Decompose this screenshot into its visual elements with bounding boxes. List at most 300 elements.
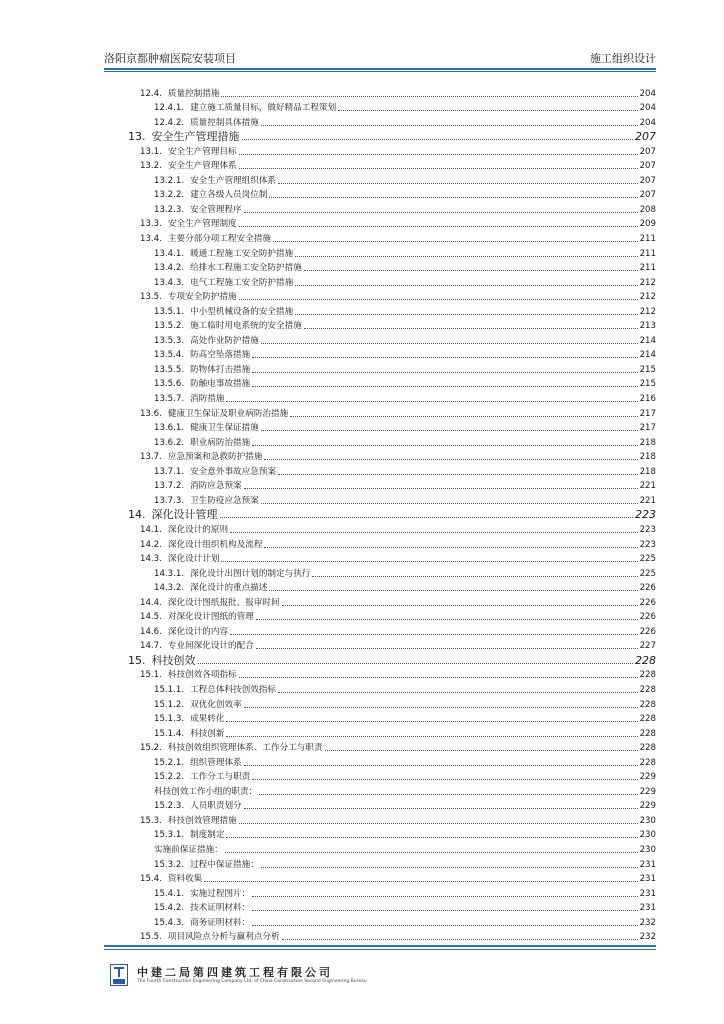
toc-dot-leader — [252, 910, 637, 911]
toc-entry-title: 深化设计的内容 — [167, 626, 229, 637]
toc-entry-page: 231 — [639, 874, 656, 885]
toc-dot-leader — [278, 474, 638, 475]
toc-entry[interactable] — [104, 856, 656, 871]
toc-entry-number: 13.5.3. — [154, 335, 185, 346]
toc-entry-number: 12.4.2. — [154, 117, 185, 128]
toc-dot-leader — [278, 692, 638, 693]
header-rule-thin — [104, 71, 656, 72]
toc-entry[interactable] — [104, 798, 656, 813]
toc-entry-number: 15.2. — [140, 743, 162, 754]
toc-dot-leader — [230, 634, 638, 635]
toc-entry-page: 214 — [639, 335, 656, 346]
toc-entry[interactable] — [104, 361, 656, 376]
toc-entry-page: 231 — [639, 888, 656, 899]
page-header — [104, 50, 656, 68]
toc-entry-number: 14. — [128, 508, 146, 522]
toc-dot-leader — [338, 110, 637, 111]
toc-dot-leader — [290, 416, 637, 417]
toc-entry-number: 15.3.1. — [154, 830, 185, 841]
toc-entry-title: 制度制定 — [190, 830, 225, 841]
toc-dot-leader — [312, 576, 637, 577]
toc-entry-title: 科技创效工作小组的职责： — [154, 786, 258, 797]
toc-entry[interactable] — [104, 667, 656, 682]
toc-entry-page: 225 — [639, 554, 656, 565]
toc-entry-title: 科技创效各项指标 — [167, 670, 237, 681]
toc-entry-title: 深化设计的原则 — [167, 524, 229, 535]
toc-entry-page: 223 — [639, 524, 656, 535]
toc-entry[interactable] — [104, 463, 656, 478]
toc-entry-title: 专项安全防护措施 — [167, 292, 237, 303]
toc-entry-page: 216 — [639, 394, 656, 405]
toc-entry-page: 214 — [639, 350, 656, 361]
toc-entry-page: 207 — [635, 130, 656, 144]
toc-dot-leader — [226, 837, 637, 838]
toc-entry-page: 226 — [639, 583, 656, 594]
toc-entry-page: 226 — [639, 612, 656, 623]
toc-entry-page: 209 — [639, 219, 656, 230]
toc-entry-page: 221 — [639, 481, 656, 492]
toc-entry[interactable] — [104, 565, 656, 580]
toc-entry[interactable] — [104, 652, 656, 667]
toc-entry-page: 227 — [639, 641, 656, 652]
toc-entry[interactable] — [104, 929, 656, 944]
toc-entry-number: 13.2.2. — [154, 190, 185, 201]
toc-entry-title: 施工临时用电系统的安全措施 — [190, 321, 302, 332]
toc-entry[interactable] — [104, 871, 656, 886]
toc-entry-number: 13.4.2. — [154, 263, 185, 274]
toc-entry-number: 15.2.1. — [154, 757, 185, 768]
toc-entry-page: 232 — [639, 917, 656, 928]
toc-entry-page: 204 — [639, 103, 656, 114]
toc-entry[interactable] — [104, 681, 656, 696]
toc-entry[interactable] — [104, 769, 656, 784]
toc-dot-leader — [295, 285, 637, 286]
toc-entry-number: 14.3.1. — [154, 568, 185, 579]
toc-entry-page: 215 — [639, 364, 656, 375]
toc-entry-page: 231 — [639, 859, 656, 870]
toc-entry-title: 深化设计出图计划的制定与执行 — [190, 568, 311, 579]
toc-entry-title: 暖通工程施工安全防护措施 — [190, 248, 294, 259]
toc-entry-number: 13.3. — [140, 219, 162, 230]
toc-entry-page: 207 — [639, 175, 656, 186]
toc-dot-leader — [256, 619, 638, 620]
toc-entry-title: 人员职责划分 — [190, 801, 242, 812]
toc-dot-leader — [221, 561, 637, 562]
toc-entry-page: 228 — [639, 728, 656, 739]
toc-dot-leader — [198, 663, 634, 664]
toc-entry-title: 主要分部分项工程安全措施 — [167, 234, 272, 245]
toc-entry-title: 商务证明材料： — [190, 917, 251, 928]
toc-entry[interactable] — [104, 827, 656, 842]
toc-entry[interactable] — [104, 230, 656, 245]
toc-entry-number: 15.3. — [140, 815, 162, 826]
toc-dot-leader — [325, 750, 638, 751]
toc-dot-leader — [252, 445, 637, 446]
toc-entry-page: 226 — [639, 597, 656, 608]
toc-entry-number: 14.2. — [140, 539, 162, 550]
toc-entry[interactable] — [104, 143, 656, 158]
toc-entry-number: 13. — [128, 130, 146, 144]
toc-entry-title: 对深化设计图纸的管理 — [167, 612, 254, 623]
toc-entry-title: 健康卫生保证措施 — [190, 423, 259, 434]
toc-dot-leader — [242, 139, 634, 140]
toc-entry-title: 科技创效 — [151, 653, 196, 667]
toc-entry-title: 深化设计组织机构及流程 — [167, 539, 263, 550]
toc-entry-title: 安全意外事故应急预案 — [190, 466, 277, 477]
toc-entry-number: 13.2. — [140, 161, 162, 172]
toc-dot-leader — [252, 925, 637, 926]
toc-entry[interactable] — [104, 696, 656, 711]
toc-entry-number: 15.4. — [140, 874, 162, 885]
toc-entry-title: 安全生产管理制度 — [167, 219, 237, 230]
toc-dot-leader — [239, 299, 638, 300]
toc-entry-number: 13.7.1. — [154, 466, 185, 477]
toc-entry-page: 228 — [639, 757, 656, 768]
toc-entry-title: 健康卫生保证及职业病防治措施 — [167, 408, 289, 419]
toc-entry-page: 228 — [635, 653, 656, 667]
toc-entry-number: 15.3.2. — [154, 859, 185, 870]
toc-entry[interactable] — [104, 390, 656, 405]
toc-entry[interactable] — [104, 260, 656, 275]
toc-entry-title: 消防应急预案 — [190, 481, 242, 492]
toc-entry-title: 深化设计的重点描述 — [190, 583, 268, 594]
toc-entry-page: 212 — [639, 292, 656, 303]
toc-entry-page: 207 — [639, 161, 656, 172]
toc-entry-number: 13.7.3. — [154, 495, 185, 506]
cscec-logo-icon — [110, 964, 128, 986]
toc-dot-leader — [221, 96, 637, 97]
toc-entry-number: 13.5.2. — [154, 321, 185, 332]
toc-entry-number: 15.1.4. — [154, 728, 185, 739]
toc-entry-number: 15. — [128, 653, 146, 667]
toc-entry[interactable] — [104, 594, 656, 609]
toc-entry[interactable] — [104, 245, 656, 260]
toc-entry[interactable] — [104, 536, 656, 551]
toc-entry[interactable] — [104, 638, 656, 653]
toc-entry[interactable] — [104, 405, 656, 420]
toc-entry-number: 13.2.1. — [154, 175, 185, 186]
toc-entry-number: 15.1.1. — [154, 684, 185, 695]
toc-entry-page: 204 — [639, 88, 656, 99]
toc-entry-title: 实施过程图片： — [190, 888, 251, 899]
toc-entry-page: 229 — [639, 801, 656, 812]
toc-entry-number: 14.3. — [140, 554, 162, 565]
toc-entry-page: 225 — [639, 568, 656, 579]
toc-entry-page: 229 — [639, 772, 656, 783]
toc-entry[interactable] — [104, 507, 656, 522]
toc-entry[interactable] — [104, 740, 656, 755]
toc-dot-leader — [220, 517, 634, 518]
toc-dot-leader — [244, 765, 638, 766]
toc-dot-leader — [259, 794, 637, 795]
toc-entry-title: 双优化创效率 — [190, 699, 242, 710]
toc-entry-number: 13.5. — [140, 292, 162, 303]
toc-entry[interactable] — [104, 100, 656, 115]
toc-dot-leader — [264, 547, 637, 548]
toc-entry-title: 深化设计管理 — [151, 508, 218, 522]
toc-entry-number: 13.4.1. — [154, 248, 185, 259]
toc-dot-leader — [269, 590, 637, 591]
toc-dot-leader — [304, 328, 638, 329]
toc-dot-leader — [230, 532, 638, 533]
toc-entry-title: 安全管理程序 — [190, 204, 242, 215]
toc-entry-number: 13.5.6. — [154, 379, 185, 390]
toc-entry[interactable] — [104, 420, 656, 435]
toc-entry-page: 211 — [639, 263, 656, 274]
toc-entry-page: 228 — [639, 684, 656, 695]
toc-entry-number: 15.1.2. — [154, 699, 185, 710]
toc-entry-number: 15.1. — [140, 670, 162, 681]
toc-entry-page: 228 — [639, 714, 656, 725]
toc-entry-page: 230 — [639, 844, 656, 855]
toc-entry-title: 实施前保证措施： — [154, 844, 223, 855]
toc-entry-title: 应急预案和急救防护措施 — [167, 452, 263, 463]
toc-dot-leader — [239, 154, 638, 155]
toc-entry-page: 212 — [639, 277, 656, 288]
toc-entry-title: 安全生产管理体系 — [167, 161, 237, 172]
toc-entry-title: 建立施工质量目标，做好精品工程策划 — [190, 103, 337, 114]
toc-entry-number: 13.5.4. — [154, 350, 185, 361]
toc-entry[interactable] — [104, 914, 656, 929]
toc-entry-number: 13.7.2. — [154, 481, 185, 492]
toc-entry-title: 工程总体科技创效指标 — [190, 684, 277, 695]
toc-entry-title: 深化设计计划 — [167, 554, 220, 565]
toc-entry[interactable] — [104, 521, 656, 536]
toc-entry-number: 13.7. — [140, 452, 162, 463]
toc-entry-page: 231 — [639, 903, 656, 914]
toc-entry[interactable] — [104, 551, 656, 566]
toc-entry-page: 213 — [639, 321, 656, 332]
toc-entry-number: 13.5.5. — [154, 364, 185, 375]
toc-entry-page: 223 — [639, 539, 656, 550]
toc-entry-number: 13.6.1. — [154, 423, 185, 434]
toc-dot-leader — [273, 241, 638, 242]
toc-dot-leader — [239, 226, 638, 227]
toc-entry-title: 深化设计图纸报批、报审时间 — [167, 597, 280, 608]
toc-dot-leader — [295, 314, 637, 315]
page-footer — [110, 962, 410, 992]
toc-entry[interactable] — [104, 623, 656, 638]
toc-entry-number: 12.4. — [140, 88, 162, 99]
toc-entry[interactable] — [104, 172, 656, 187]
toc-entry-title: 安全生产管理组织体系 — [190, 175, 277, 186]
toc-entry-title: 质量控制措施 — [167, 88, 220, 99]
toc-entry[interactable] — [104, 434, 656, 449]
company-name-en: The Fourth Construction Engineering Company Ltd. of China Construction Second Engineering Bureau — [137, 979, 367, 984]
toc-entry-page: 204 — [639, 117, 656, 128]
toc-entry[interactable] — [104, 754, 656, 769]
toc-dot-leader — [261, 343, 638, 344]
toc-dot-leader — [239, 823, 638, 824]
toc-entry-number: 15.2.2. — [154, 772, 185, 783]
toc-entry[interactable] — [104, 114, 656, 129]
toc-entry-title: 科技创效管理措施 — [167, 815, 237, 826]
toc-entry-number: 12.4.1. — [154, 103, 185, 114]
toc-entry-page: 232 — [639, 932, 656, 943]
toc-entry[interactable] — [104, 812, 656, 827]
toc-entry[interactable] — [104, 129, 656, 144]
toc-entry[interactable] — [104, 376, 656, 391]
toc-entry-title: 工作分工与职责 — [190, 772, 251, 783]
toc-dot-leader — [261, 867, 638, 868]
toc-entry-title: 高处作业防护措施 — [190, 335, 259, 346]
toc-entry-title: 技术证明材料： — [190, 903, 251, 914]
toc-dot-leader — [252, 896, 637, 897]
toc-entry-number: 14.1. — [140, 524, 162, 535]
toc-entry-page: 211 — [639, 248, 656, 259]
header-rule-thick — [104, 68, 656, 70]
toc-entry-number: 14.5. — [140, 612, 162, 623]
toc-entry-page: 228 — [639, 743, 656, 754]
toc-entry[interactable] — [104, 289, 656, 304]
toc-entry-page: 226 — [639, 626, 656, 637]
toc-entry-title: 成果转化 — [190, 714, 225, 725]
toc-entry-page: 218 — [639, 452, 656, 463]
toc-entry-number: 14.4. — [140, 597, 162, 608]
toc-dot-leader — [261, 430, 638, 431]
toc-entry[interactable] — [104, 580, 656, 595]
toc-dot-leader — [269, 197, 637, 198]
toc-entry[interactable] — [104, 85, 656, 100]
toc-dot-leader — [204, 881, 637, 882]
toc-entry-page: 207 — [639, 190, 656, 201]
toc-entry[interactable] — [104, 711, 656, 726]
toc-dot-leader — [278, 183, 638, 184]
toc-entry-number: 13.6. — [140, 408, 162, 419]
toc-dot-leader — [261, 503, 638, 504]
toc-entry-number: 13.5.7. — [154, 394, 185, 405]
toc-dot-leader — [244, 212, 638, 213]
toc-entry-title: 安全生产管理目标 — [167, 146, 237, 157]
toc-entry[interactable] — [104, 492, 656, 507]
toc-entry-title: 项目风险点分析与赢利点分析 — [167, 932, 280, 943]
toc-entry-page: 228 — [639, 670, 656, 681]
toc-entry-number: 13.6.2. — [154, 437, 185, 448]
toc-entry-page: 211 — [639, 234, 656, 245]
toc-entry-page: 215 — [639, 379, 656, 390]
toc-dot-leader — [282, 605, 638, 606]
toc-entry-page: 217 — [639, 423, 656, 434]
toc-entry-title: 资料收集 — [167, 874, 203, 885]
toc-dot-leader — [252, 386, 637, 387]
toc-entry-title: 建立各级人员岗位制 — [190, 190, 268, 201]
toc-entry[interactable] — [104, 609, 656, 624]
toc-entry[interactable] — [104, 318, 656, 333]
table-of-contents — [104, 85, 656, 943]
toc-dot-leader — [226, 401, 637, 402]
toc-entry-title: 给排水工程施工安全防护措施 — [190, 263, 302, 274]
toc-entry-page: 218 — [639, 437, 656, 448]
toc-entry-number: 15.4.2. — [154, 903, 185, 914]
toc-entry-number: 13.4. — [140, 234, 162, 245]
toc-entry[interactable] — [104, 449, 656, 464]
toc-dot-leader — [226, 721, 637, 722]
toc-entry[interactable] — [104, 783, 656, 798]
toc-entry-number: 15.1.3. — [154, 714, 185, 725]
toc-entry-title: 科技创效组织管理体系、工作分工与职责 — [167, 743, 323, 754]
toc-dot-leader — [239, 677, 638, 678]
toc-dot-leader — [226, 736, 637, 737]
toc-entry-page: 217 — [639, 408, 656, 419]
toc-dot-leader — [295, 256, 637, 257]
toc-entry-number: 14.3.2. — [154, 583, 185, 594]
toc-entry-number: 13.4.3. — [154, 277, 185, 288]
toc-entry-page: 208 — [639, 204, 656, 215]
toc-dot-leader — [244, 707, 638, 708]
toc-entry-page: 228 — [639, 699, 656, 710]
toc-entry-title: 中小型机械设备的安全措施 — [190, 306, 294, 317]
document-title: 施工组织设计 — [590, 52, 656, 65]
toc-dot-leader — [252, 372, 637, 373]
toc-entry-title: 卫生防疫应急预案 — [190, 495, 259, 506]
toc-dot-leader — [225, 852, 638, 853]
toc-entry[interactable] — [104, 158, 656, 173]
toc-entry-page: 221 — [639, 495, 656, 506]
toc-dot-leader — [264, 459, 637, 460]
toc-entry-page: 230 — [639, 815, 656, 826]
toc-dot-leader — [304, 270, 638, 271]
toc-entry-number: 15.5. — [140, 932, 162, 943]
toc-entry-title: 质量控制具体措施 — [190, 117, 259, 128]
toc-dot-leader — [256, 648, 638, 649]
footer-rule-thick — [104, 945, 656, 947]
toc-entry-page: 223 — [635, 508, 656, 522]
toc-entry-page: 218 — [639, 466, 656, 477]
toc-entry-number: 14.7. — [140, 641, 162, 652]
toc-entry-title: 组织管理体系 — [190, 757, 242, 768]
toc-dot-leader — [252, 779, 637, 780]
toc-entry-page: 229 — [639, 786, 656, 797]
toc-entry-title: 安全生产管理措施 — [151, 130, 240, 144]
toc-entry-number: 13.2.3. — [154, 204, 185, 215]
toc-dot-leader — [261, 125, 638, 126]
toc-entry-number: 13.5.1. — [154, 306, 185, 317]
toc-entry[interactable] — [104, 841, 656, 856]
toc-entry[interactable] — [104, 332, 656, 347]
toc-entry[interactable] — [104, 885, 656, 900]
project-name: 洛阳京都肿瘤医院安装项目 — [104, 52, 236, 65]
toc-dot-leader — [239, 168, 638, 169]
toc-entry-number: 14.6. — [140, 626, 162, 637]
toc-entry-page: 230 — [639, 830, 656, 841]
toc-entry-number: 15.4.1. — [154, 888, 185, 899]
toc-entry-title: 防高空坠落措施 — [190, 350, 251, 361]
toc-entry[interactable] — [104, 216, 656, 231]
toc-entry[interactable] — [104, 201, 656, 216]
toc-entry-title: 电气工程施工安全防护措施 — [190, 277, 294, 288]
toc-dot-leader — [244, 488, 638, 489]
toc-entry-title: 科技创新 — [190, 728, 225, 739]
toc-entry[interactable] — [104, 478, 656, 493]
toc-dot-leader — [252, 357, 637, 358]
toc-entry[interactable] — [104, 187, 656, 202]
toc-entry[interactable] — [104, 274, 656, 289]
toc-entry-title: 防物体打击措施 — [190, 364, 251, 375]
toc-entry-number: 13.1. — [140, 146, 162, 157]
toc-entry[interactable] — [104, 725, 656, 740]
toc-entry[interactable] — [104, 347, 656, 362]
toc-entry[interactable] — [104, 900, 656, 915]
toc-entry-page: 212 — [639, 306, 656, 317]
toc-entry-number: 15.2.3. — [154, 801, 185, 812]
toc-entry-title: 专业间深化设计的配合 — [167, 641, 254, 652]
toc-dot-leader — [282, 939, 638, 940]
toc-entry-title: 防触电事故措施 — [190, 379, 251, 390]
toc-entry-number: 15.4.3. — [154, 917, 185, 928]
footer-rule-thin — [104, 949, 656, 950]
toc-entry-title: 职业病防治措施 — [190, 437, 251, 448]
toc-entry[interactable] — [104, 303, 656, 318]
